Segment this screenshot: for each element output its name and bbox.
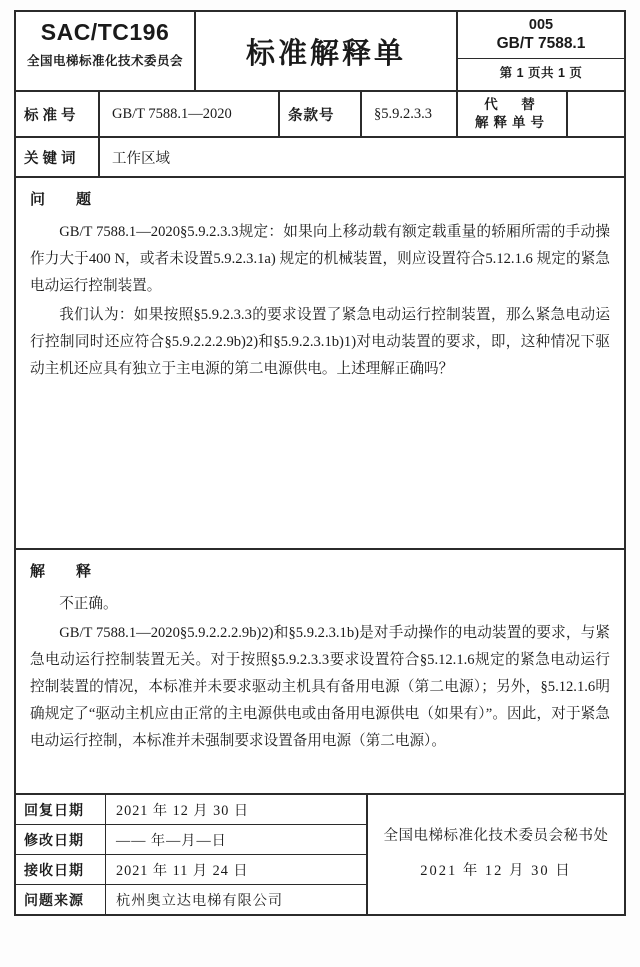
- revision-date-label: 修改日期: [16, 825, 106, 854]
- replaced-sheet-label: [458, 92, 568, 136]
- meta-row-keyword: [16, 138, 624, 178]
- reply-date-label: 回复日期: [16, 795, 106, 824]
- page-title: 标准解释单: [245, 37, 406, 70]
- question-section: [16, 178, 624, 550]
- replaced-sheet-value: [568, 92, 624, 136]
- table-row: [16, 795, 366, 825]
- question-source-label: 问题来源: [16, 885, 106, 914]
- signature-organization: 全国电梯标准化技术委员会秘书处: [383, 827, 609, 844]
- answer-title: 解 释: [30, 563, 100, 581]
- org-name: 全国电梯标准化技术委员会: [26, 54, 183, 69]
- keyword-value: 工作区域: [112, 150, 170, 167]
- footer-dates-table: [16, 795, 368, 914]
- replaced-sheet-label-line1: 代 替: [484, 97, 540, 112]
- document-footer: [16, 795, 624, 914]
- replaced-sheet-label-line2: 解释单号: [475, 115, 549, 131]
- interpretation-sheet: [14, 10, 626, 916]
- answer-section: [16, 550, 624, 795]
- reply-date-value: 2021 年 12 月 30 日: [116, 802, 250, 819]
- document-header: [16, 12, 624, 92]
- question-paragraph: GB/T 7588.1—2020§5.9.2.3.3规定：如果向上移动载有额定载重量的轿厢所需的手动操作力大于400 N，或者未设置5.9.2.3.1a) 规定的机械装置，则应设置符合5.12.1.6 规定的紧急电动运行控制装置。: [30, 224, 610, 295]
- table-row: [16, 825, 366, 855]
- table-row: [16, 855, 366, 885]
- receive-date-value: 2021 年 11 月 24 日: [116, 862, 249, 879]
- serial-number: 005: [528, 17, 554, 33]
- standard-reference: GB/T 7588.1: [496, 35, 586, 52]
- standard-no-label: 标准号: [16, 92, 100, 136]
- answer-paragraph: GB/T 7588.1—2020§5.9.2.2.2.9b)2)和§5.9.2.3.1b)是对手动操作的电动装置的要求，与紧急电动运行控制装置无关。对于按照§5.9.2.3.3要求设置符合§5.12.1.6规定的紧急电动运行控制装置的情况，本标准并未要求驱动主机具有备用电源（第二电源）；另外，§5.12.1.6明确规定了“驱动主机应由正常的主电源供电或由备用电源供电（如果有）”。因此，对于紧急电动运行控制，本标准并未强制要求设置备用电源（第二电源）。: [30, 625, 610, 750]
- question-title: 问 题: [30, 191, 100, 209]
- clause-no-value: §5.9.2.3.3: [362, 92, 458, 136]
- org-code: SAC/TC196: [40, 19, 170, 45]
- header-organization: [16, 12, 196, 90]
- header-title-cell: [196, 12, 458, 90]
- clause-no-label: 条款号: [280, 92, 362, 136]
- header-reference-cell: [458, 12, 624, 90]
- footer-signature: [368, 795, 624, 914]
- page-indicator: 第 1 页共 1 页: [458, 58, 624, 84]
- receive-date-label: 接收日期: [16, 855, 106, 884]
- question-paragraph: 我们认为：如果按照§5.9.2.3.3的要求设置了紧急电动运行控制装置，那么紧急电动运行控制同时还应符合§5.9.2.2.2.9b)2)和§5.9.2.3.1b)1)对电动装置的要求，即，这种情况下驱动主机还应具有独立于主电源的第二电源供电。上述理解正确吗？: [30, 307, 610, 378]
- revision-date-value: —— 年—月—日: [116, 832, 227, 849]
- table-row: [16, 885, 366, 914]
- keyword-label: 关键词: [16, 138, 100, 176]
- standard-no-value: GB/T 7588.1—2020: [100, 92, 280, 136]
- meta-row-standard: [16, 92, 624, 138]
- question-source-value: 杭州奥立达电梯有限公司: [116, 892, 284, 909]
- answer-paragraph: 不正确。: [59, 596, 118, 613]
- signature-date: 2021 年 12 月 30 日: [420, 862, 572, 879]
